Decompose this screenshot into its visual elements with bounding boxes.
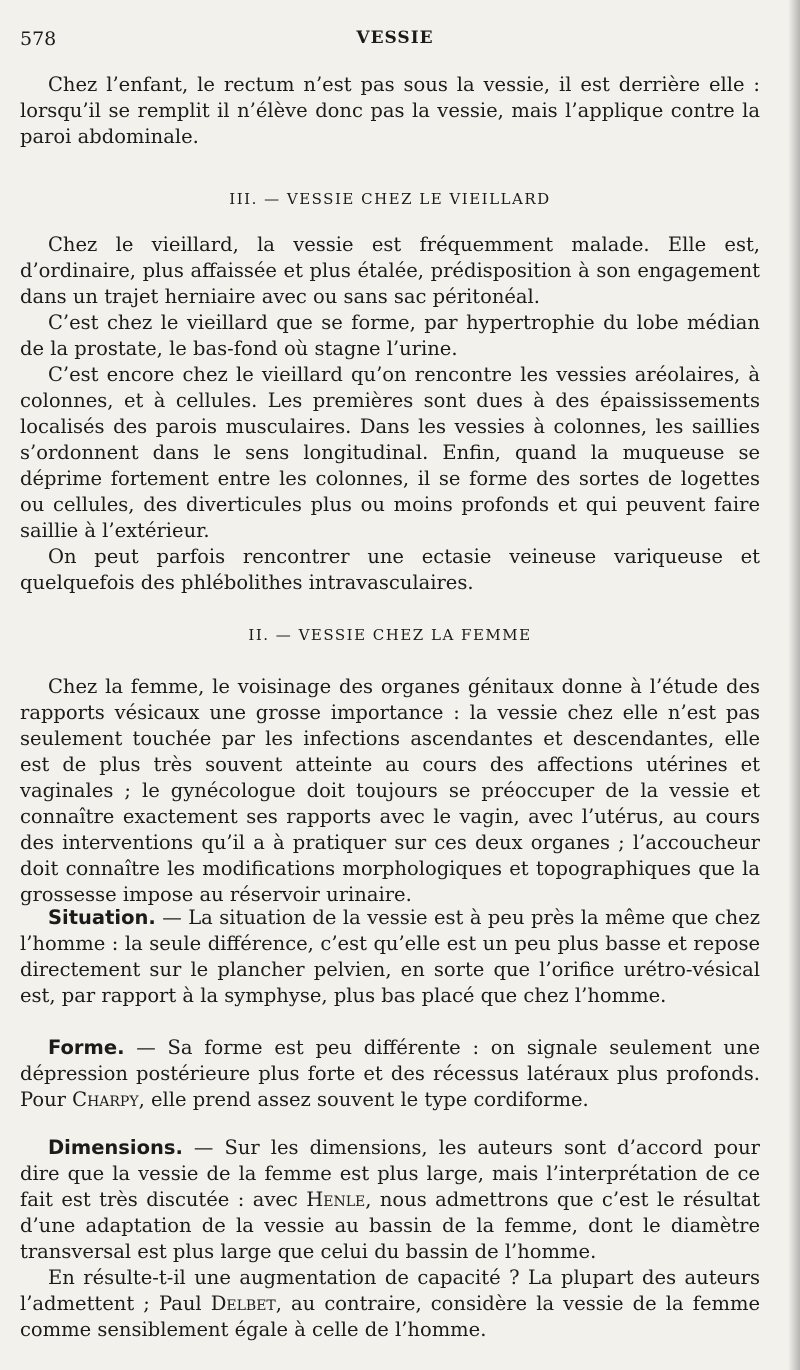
paragraph: Chez le vieillard, la vessie est fréquemment malade. Elle est, d’ordinaire, plus affaissée et plus étalée, prédisposition à son engagement dans un trajet herniaire avec ou sans sac péritonéal.: [20, 233, 760, 308]
forme-text-end: , elle prend assez souvent le type cordiforme.: [138, 1088, 589, 1111]
paragraph: C’est chez le vieillard que se forme, par hypertrophie du lobe médian de la prostate, le bas-fond où stagne l’urine.: [20, 311, 760, 360]
paragraph: On peut parfois rencontrer une ectasie veineuse variqueuse et quelquefois des phlébolithes intravasculaires.: [20, 545, 760, 594]
dimensions-text: — Sur les dimensions, les auteurs sont d’accord pour dire que la vessie de la femme est plus large, mais l’interprétation de ce fait est très discutée : avec: [20, 1136, 760, 1211]
capacity-text-end: , au contraire, considère la vessie de la femme comme sensiblement égale à celle de l’homme.: [20, 1292, 761, 1341]
paragraph-situation: [20, 905, 760, 1009]
paragraph: Chez l’enfant, le rectum n’est pas sous la vessie, il est derrière elle : lorsqu’il se remplit il n’élève donc pas la vessie, mais l’applique contre la paroi abdominale.: [20, 73, 760, 148]
intro-block: [20, 72, 760, 150]
paragraph-dimensions: [20, 1135, 760, 1265]
paragraph: Chez la femme, le voisinage des organes génitaux donne à l’étude des rapports vésicaux une grosse importance : la vessie chez elle n’est pas seulement touchée par les infections ascendantes et descendantes, elle est de plus très souvent atteinte au cours des affections utérines et vaginales ; le gynécologue doit toujours se préoccuper de la vessie et connaître exactement ses rapports avec le vagin, avec l’utérus, au cours des interventions qu’il a à pratiquer sur ces deux organes ; l’accoucheur doit connaître les modifications morphologiques et topographiques que la grossesse impose au réservoir urinaire.: [20, 675, 760, 906]
running-head: VESSIE: [356, 28, 434, 48]
forme-heading: Forme.: [48, 1036, 125, 1059]
capacity-text: En résulte-t-il une augmentation de capacité ? La plupart des auteurs l’admettent ; Paul: [20, 1266, 760, 1315]
section-heading-vieillard: III. — VESSIE CHEZ LE VIEILLARD: [229, 190, 551, 208]
author-name: Henle: [306, 1188, 366, 1211]
page-edge-shadow: [788, 0, 800, 1370]
femme-intro-block: [20, 674, 760, 908]
page-header: [20, 28, 770, 58]
situation-heading: Situation.: [48, 906, 156, 929]
author-name: Charpy: [72, 1088, 139, 1111]
dimensions-block: [20, 1135, 760, 1343]
section-heading-femme: II. — VESSIE CHEZ LA FEMME: [248, 626, 532, 644]
situation-block: [20, 905, 760, 1009]
page-number: 578: [20, 28, 57, 50]
paragraph-capacity: [20, 1265, 760, 1343]
paragraph: C’est encore chez le vieillard qu’on rencontre les vessies aréolaires, à colonnes, et à cellules. Les premières sont dues à des épaississements localisés des parois musculaires. Dans les vessies à colonnes, les saillies s’ordonnent dans le sens longitudinal. Enfin, quand la muqueuse se déprime fortement entre les colonnes, il se forme des sortes de logettes ou cellules, des diverticules plus ou moins profonds et qui peuvent faire saillie à l’extérieur.: [20, 363, 760, 542]
paragraph-forme: [20, 1035, 760, 1113]
dimensions-heading: Dimensions.: [48, 1136, 183, 1159]
situation-text: — La situation de la vessie est à peu près la même que chez l’homme : la seule différence, c’est qu’elle est un peu plus basse et repose directement sur le plancher pelvien, en sorte que l’orifice urétro-vésical est, par rapport à la symphyse, plus bas placé que chez l’homme.: [20, 906, 760, 1007]
forme-text: — Sa forme est peu différente : on signale seulement une dépression postérieure plus forte et des récessus latéraux plus profonds. Pour: [20, 1036, 760, 1111]
forme-block: [20, 1035, 760, 1113]
dimensions-text-end: , nous admettrons que c’est le résultat d’une adaptation de la vessie au bassin de la femme, dont le diamètre transversal est plus large que celui du bassin de l’homme.: [20, 1188, 760, 1263]
vieillard-block: [20, 232, 760, 596]
author-name: Delbet: [210, 1292, 276, 1315]
